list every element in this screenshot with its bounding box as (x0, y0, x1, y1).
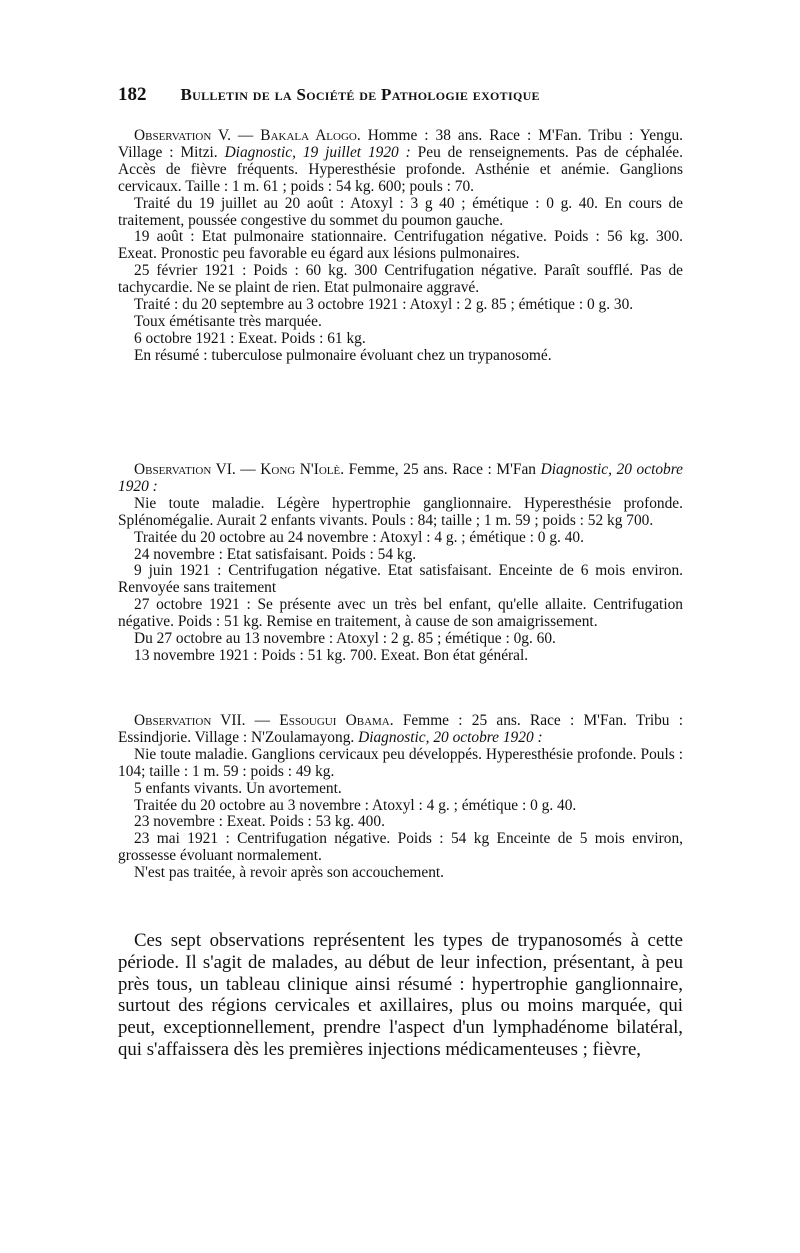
obs6-para-4: 24 novembre : Etat satisfaisant. Poids : 54 kg. (134, 545, 417, 563)
obs6-line1: Femme, 25 ans. Race : M'Fan (344, 461, 541, 478)
obs5-intro (118, 128, 683, 196)
obs6-para-6: 27 octobre 1921 : Se présente avec un très bel enfant, qu'elle allaite. Centrifugation négative. Poids : 51 kg. Remise en traitement, à cause de son amaigrissement. (118, 596, 683, 631)
obs5-para-2: Traité du 19 juillet au 20 août : Atoxyl : 3 g 40 ; émétique : 0 g. 40. En cours de traitement, poussée congestive du sommet du poumon gauche. (118, 194, 683, 229)
obs6-para-3: Traitée du 20 octobre au 24 novembre : Atoxyl : 4 g. ; émétique : 0 g. 40. (134, 528, 584, 546)
obs6-para-7: Du 27 octobre au 13 novembre : Atoxyl : 2 g. 85 ; émétique : 0g. 60. (134, 630, 556, 648)
observation-7 (118, 713, 683, 882)
obs7-line1: Femme : 25 ans. Race : M'Fan. Tribu : Essindjorie. Village : N'Zoulamayong. (118, 712, 683, 746)
observation-6 (118, 462, 683, 665)
obs6-diagnostic: Diagnostic, 20 octobre 1920 : (118, 461, 683, 495)
obs5-para-7: 6 octobre 1921 : Exeat. Poids : 61 kg. (134, 329, 366, 347)
obs7-para-4: Traitée du 20 octobre au 3 novembre : Atoxyl : 4 g. ; émétique : 0 g. 40. (134, 796, 577, 814)
obs7-intro (118, 713, 683, 747)
obs7-para-6: 23 mai 1921 : Centrifugation négative. Poids : 54 kg Enceinte de 5 mois environ, grossesse évoluant normalement. (118, 830, 683, 865)
obs5-para-5: Traité : du 20 septembre au 3 octobre 1921 : Atoxyl : 2 g. 85 ; émétique : 0 g. 30. (134, 296, 634, 314)
obs5-heading: Observation V. — Bakala Alogo. (134, 127, 361, 144)
running-header (118, 84, 718, 106)
obs7-heading: Observation VII. — Essougui Obama. (134, 712, 394, 729)
obs7-diagnostic: Diagnostic, 20 octobre 1920 : (358, 728, 543, 746)
obs7-para-2: Nie toute maladie. Ganglions cervicaux peu développés. Hyperesthésie profonde. Pouls : 104; taille : 1 m. 59 : poids : 49 kg. (118, 745, 683, 780)
obs6-para-5: 9 juin 1921 : Centrifugation négative. Etat satisfaisant. Enceinte de 6 mois environ. Renvoyée sans traitement (118, 562, 683, 597)
obs6-heading: Observation VI. — Kong N'Iolè. (134, 461, 345, 478)
obs6-para-2: Nie toute maladie. Légère hypertrophie ganglionnaire. Hyperesthésie profonde. Splénomégalie. Aurait 2 enfants vivants. Pouls : 84; taille ; 1 m. 59 ; poids : 52 kg 700. (118, 494, 683, 529)
obs5-para-3: 19 août : Etat pulmonaire stationnaire. Centrifugation négative. Poids : 56 kg. 300. Exeat. Pronostic peu favorable eu égard aux lésions pulmonaires. (118, 228, 683, 263)
page-number: 182 (118, 84, 147, 105)
summary-paragraph: Ces sept observations représentent les types de trypanosomés à cette période. Il s'agit de malades, au début de leur infection, présentant, à peu près tous, un tableau clinique ainsi résumé : hypertrophie ganglionnaire, surtout des régions cervicales et axillaires, plus ou moins marquée, qui peut, exceptionnellement, prendre l'aspect d'un lymphadénome bilatéral, qui s'affaissera dès les premières injections médicamenteuses ; fièvre, (118, 930, 683, 1060)
journal-title: Bulletin de la Société de Pathologie exotique (180, 85, 540, 104)
obs7-para-7: N'est pas traitée, à revoir après son accouchement. (134, 864, 445, 882)
obs5-line2: Peu de renseignements. Pas de céphalée. Accès de fièvre fréquents. Hyperesthésie profonde. Asthénie et anémie. Ganglions cervicaux. Taille : 1 m. 61 ; poids : 54 kg. 600; pouls : 70. (118, 143, 683, 195)
obs5-line1: Homme : 38 ans. Race : M'Fan. Tribu : Yengu. Village : Mitzi. (118, 127, 684, 161)
obs6-intro (118, 462, 683, 496)
obs6-para-8: 13 novembre 1921 : Poids : 51 kg. 700. Exeat. Bon état général. (134, 646, 529, 664)
obs5-para-8: En résumé : tuberculose pulmonaire évoluant chez un trypanosomé. (134, 346, 552, 364)
summary-section (118, 930, 683, 1061)
obs7-para-3: 5 enfants vivants. Un avortement. (134, 779, 342, 797)
obs5-diagnostic: Diagnostic, 19 juillet 1920 : (224, 143, 411, 161)
obs7-para-5: 23 novembre : Exeat. Poids : 53 kg. 400. (134, 813, 385, 831)
obs5-para-6: Toux émétisante très marquée. (134, 312, 322, 330)
observation-5 (118, 128, 683, 365)
obs5-para-4: 25 février 1921 : Poids : 60 kg. 300 Centrifugation négative. Paraît soufflé. Pas de tachycardie. Ne se plaint de rien. Etat pulmonaire aggravé. (118, 262, 683, 297)
